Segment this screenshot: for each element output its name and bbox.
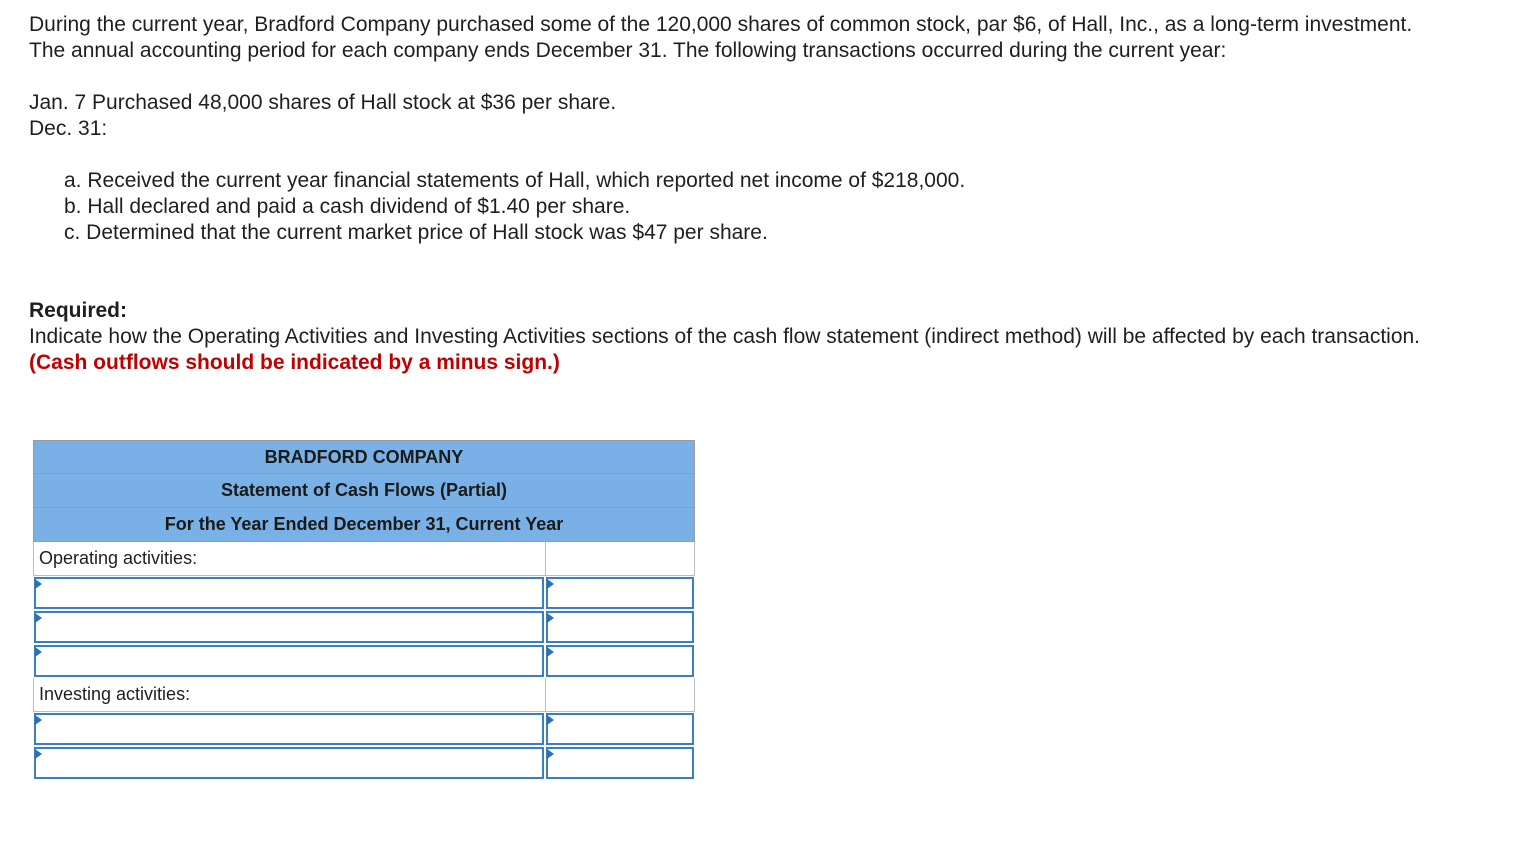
investing-line-2-amount[interactable] bbox=[546, 747, 694, 779]
transaction-item-a: a. Received the current year financial statements of Hall, which reported net income of $218,000. bbox=[64, 169, 966, 192]
statement-title: Statement of Cash Flows (Partial) bbox=[33, 474, 695, 508]
operating-line-2-amount[interactable] bbox=[546, 611, 694, 643]
operating-activities-label: Operating activities: bbox=[33, 542, 545, 576]
operating-input-row bbox=[33, 576, 695, 610]
transaction-items bbox=[29, 168, 1449, 246]
statement-period: For the Year Ended December 31, Current Year bbox=[33, 508, 695, 542]
transaction-dec31: Dec. 31: bbox=[29, 117, 108, 140]
investing-header-row bbox=[33, 678, 695, 712]
required-text: Indicate how the Operating Activities and Investing Activities sections of the cash flow statement (indirect method) will be affected by each transaction. bbox=[29, 325, 1421, 348]
cash-flow-statement bbox=[33, 440, 695, 780]
operating-line-3-dropdown[interactable] bbox=[34, 645, 544, 677]
required-instructions bbox=[29, 324, 1449, 376]
transaction-item-c: c. Determined that the current market price of Hall stock was $47 per share. bbox=[64, 221, 768, 244]
investing-line-2-dropdown[interactable] bbox=[34, 747, 544, 779]
operating-header-amount bbox=[545, 542, 695, 576]
investing-line-1-dropdown[interactable] bbox=[34, 713, 544, 745]
operating-header-row bbox=[33, 542, 695, 576]
required-note: (Cash outflows should be indicated by a minus sign.) bbox=[29, 351, 560, 374]
investing-header-amount bbox=[545, 678, 695, 712]
operating-line-1-dropdown[interactable] bbox=[34, 577, 544, 609]
problem-text bbox=[29, 12, 1449, 376]
statement-company: BRADFORD COMPANY bbox=[33, 440, 695, 474]
operating-line-2-dropdown[interactable] bbox=[34, 611, 544, 643]
investing-line-1-amount[interactable] bbox=[546, 713, 694, 745]
investing-input-row bbox=[33, 712, 695, 746]
operating-line-3-amount[interactable] bbox=[546, 645, 694, 677]
investing-activities-label: Investing activities: bbox=[33, 678, 545, 712]
operating-line-1-amount[interactable] bbox=[546, 577, 694, 609]
operating-input-row bbox=[33, 610, 695, 644]
transaction-dates bbox=[29, 90, 1449, 142]
investing-input-row bbox=[33, 746, 695, 780]
transaction-jan7: Jan. 7 Purchased 48,000 shares of Hall stock at $36 per share. bbox=[29, 91, 617, 114]
transaction-item-b: b. Hall declared and paid a cash dividend of $1.40 per share. bbox=[64, 195, 631, 218]
problem-intro: During the current year, Bradford Company purchased some of the 120,000 shares of common stock, par $6, of Hall, Inc., as a long-term investment. The annual accounting period for each company ends December 31. The following transactions occurred during the current year: bbox=[29, 13, 1413, 62]
required-heading: Required: bbox=[29, 299, 128, 322]
operating-input-row bbox=[33, 644, 695, 678]
